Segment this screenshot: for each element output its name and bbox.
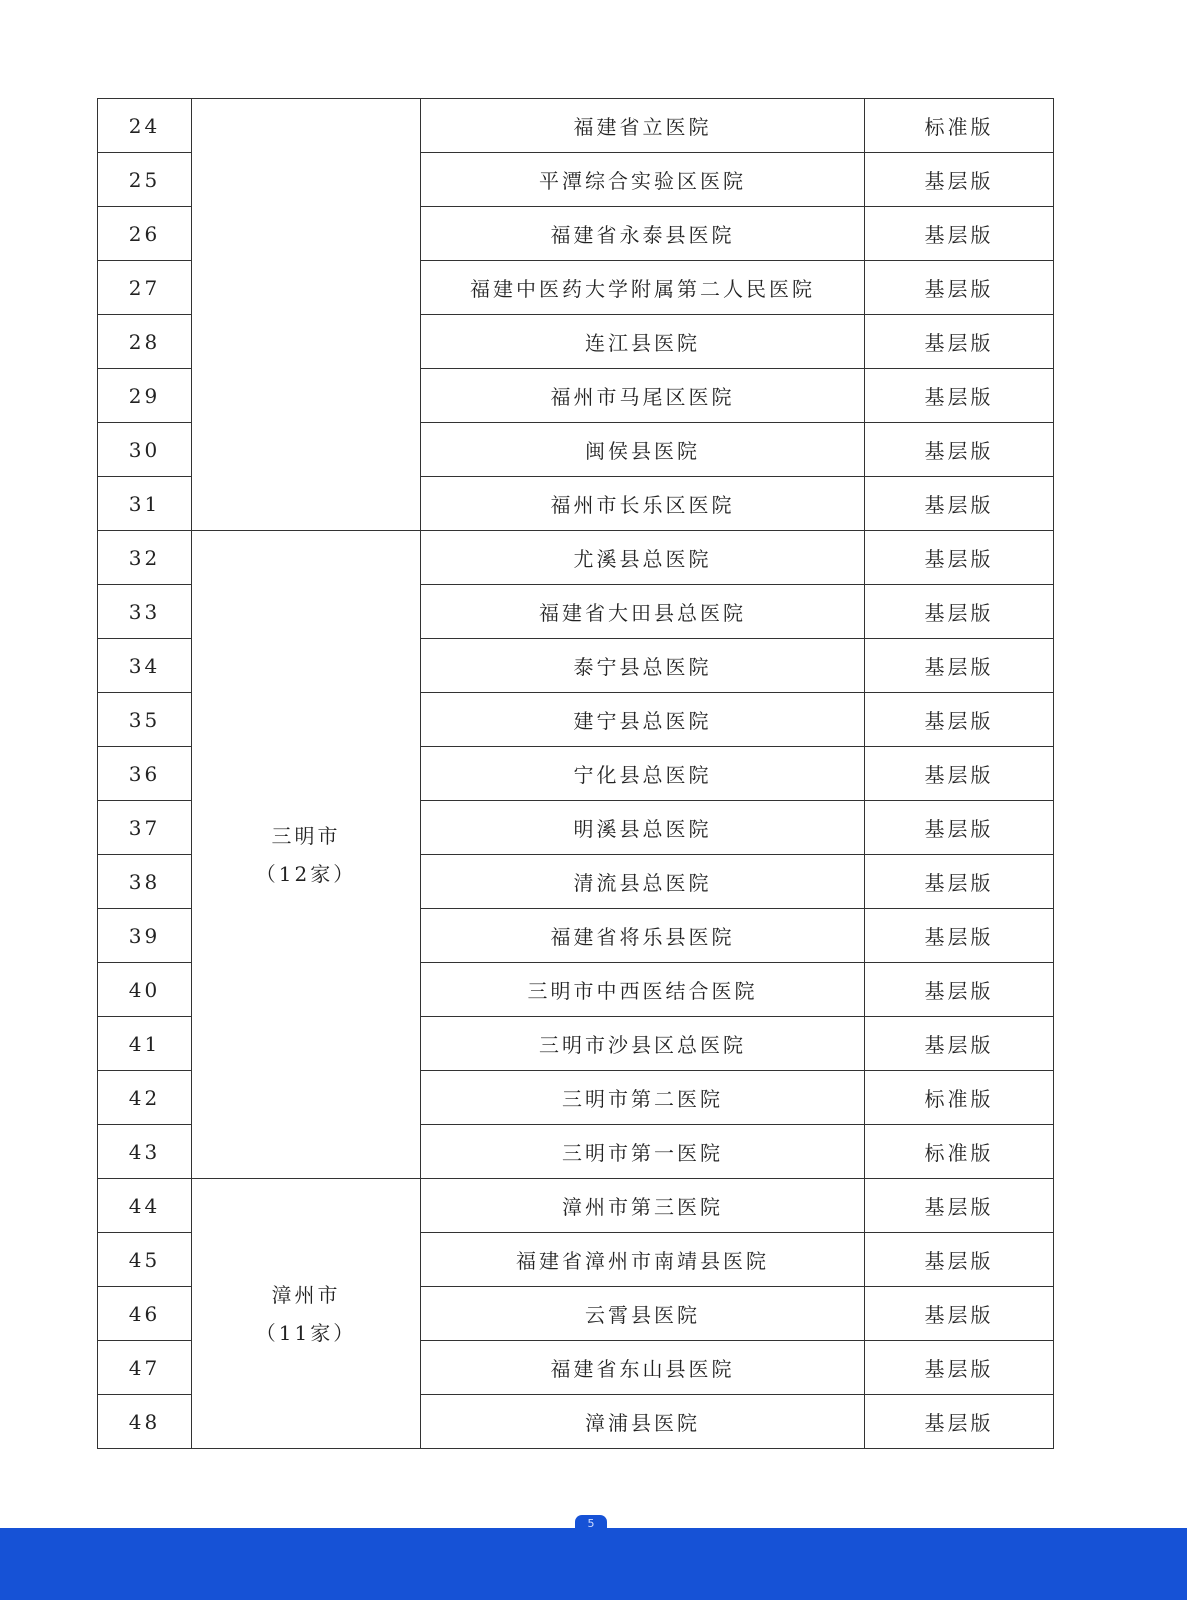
row-number: 29 [98,369,192,423]
row-number: 45 [98,1233,192,1287]
row-number: 28 [98,315,192,369]
version-label: 基层版 [865,477,1054,531]
hospital-name: 建宁县总医院 [421,693,865,747]
hospital-name: 明溪县总医院 [421,801,865,855]
row-number: 36 [98,747,192,801]
hospital-name: 连江县医院 [421,315,865,369]
version-label: 基层版 [865,747,1054,801]
hospital-name: 福州市长乐区医院 [421,477,865,531]
hospital-name: 云霄县医院 [421,1287,865,1341]
version-label: 基层版 [865,585,1054,639]
row-number: 34 [98,639,192,693]
hospital-name: 福建省大田县总医院 [421,585,865,639]
hospital-name: 福建省立医院 [421,99,865,153]
city-name: 三明市 [271,823,341,848]
version-label: 基层版 [865,1233,1054,1287]
version-label: 基层版 [865,1179,1054,1233]
version-label: 标准版 [865,99,1054,153]
hospital-name: 尤溪县总医院 [421,531,865,585]
version-label: 基层版 [865,1017,1054,1071]
table-row [98,1179,1054,1233]
hospital-name: 福建省永泰县医院 [421,207,865,261]
row-number: 35 [98,693,192,747]
row-number: 46 [98,1287,192,1341]
hospital-name: 漳浦县医院 [421,1395,865,1449]
row-number: 48 [98,1395,192,1449]
city-cell [192,99,421,531]
version-label: 基层版 [865,1395,1054,1449]
hospital-name: 福建省东山县医院 [421,1341,865,1395]
city-name: 漳州市 [271,1282,341,1307]
row-number: 37 [98,801,192,855]
hospital-name: 宁化县总医院 [421,747,865,801]
version-label: 基层版 [865,369,1054,423]
hospital-name: 平潭综合实验区医院 [421,153,865,207]
row-number: 43 [98,1125,192,1179]
row-number: 44 [98,1179,192,1233]
row-number: 33 [98,585,192,639]
hospital-table-body [98,99,1054,1449]
version-label: 基层版 [865,1287,1054,1341]
version-label: 基层版 [865,207,1054,261]
row-number: 31 [98,477,192,531]
hospital-name: 福建省漳州市南靖县医院 [421,1233,865,1287]
city-hospital-count: （12家） [255,861,357,886]
version-label: 基层版 [865,423,1054,477]
hospital-name: 福建中医药大学附属第二人民医院 [421,261,865,315]
row-number: 25 [98,153,192,207]
hospital-name: 漳州市第三医院 [421,1179,865,1233]
table-row [98,99,1054,153]
row-number: 26 [98,207,192,261]
row-number: 40 [98,963,192,1017]
hospital-name: 三明市第一医院 [421,1125,865,1179]
version-label: 基层版 [865,153,1054,207]
hospital-name: 三明市中西医结合医院 [421,963,865,1017]
row-number: 41 [98,1017,192,1071]
hospital-name: 闽侯县医院 [421,423,865,477]
hospital-name: 清流县总医院 [421,855,865,909]
table-row [98,531,1054,585]
version-label: 标准版 [865,1071,1054,1125]
city-hospital-count: （11家） [255,1320,357,1345]
version-label: 基层版 [865,639,1054,693]
hospital-name: 福州市马尾区医院 [421,369,865,423]
version-label: 基层版 [865,693,1054,747]
footer-bar [0,1528,1187,1600]
row-number: 42 [98,1071,192,1125]
row-number: 32 [98,531,192,585]
version-label: 基层版 [865,855,1054,909]
version-label: 基层版 [865,909,1054,963]
row-number: 47 [98,1341,192,1395]
version-label: 基层版 [865,315,1054,369]
row-number: 39 [98,909,192,963]
hospital-name: 福建省将乐县医院 [421,909,865,963]
row-number: 27 [98,261,192,315]
row-number: 24 [98,99,192,153]
version-label: 基层版 [865,531,1054,585]
hospital-name: 三明市沙县区总医院 [421,1017,865,1071]
city-cell [192,1179,421,1449]
hospital-name: 三明市第二医院 [421,1071,865,1125]
hospital-table [97,98,1054,1449]
version-label: 基层版 [865,801,1054,855]
row-number: 38 [98,855,192,909]
version-label: 基层版 [865,261,1054,315]
version-label: 标准版 [865,1125,1054,1179]
version-label: 基层版 [865,963,1054,1017]
hospital-name: 泰宁县总医院 [421,639,865,693]
page-number: 5 [575,1515,607,1533]
row-number: 30 [98,423,192,477]
version-label: 基层版 [865,1341,1054,1395]
city-cell [192,531,421,1179]
